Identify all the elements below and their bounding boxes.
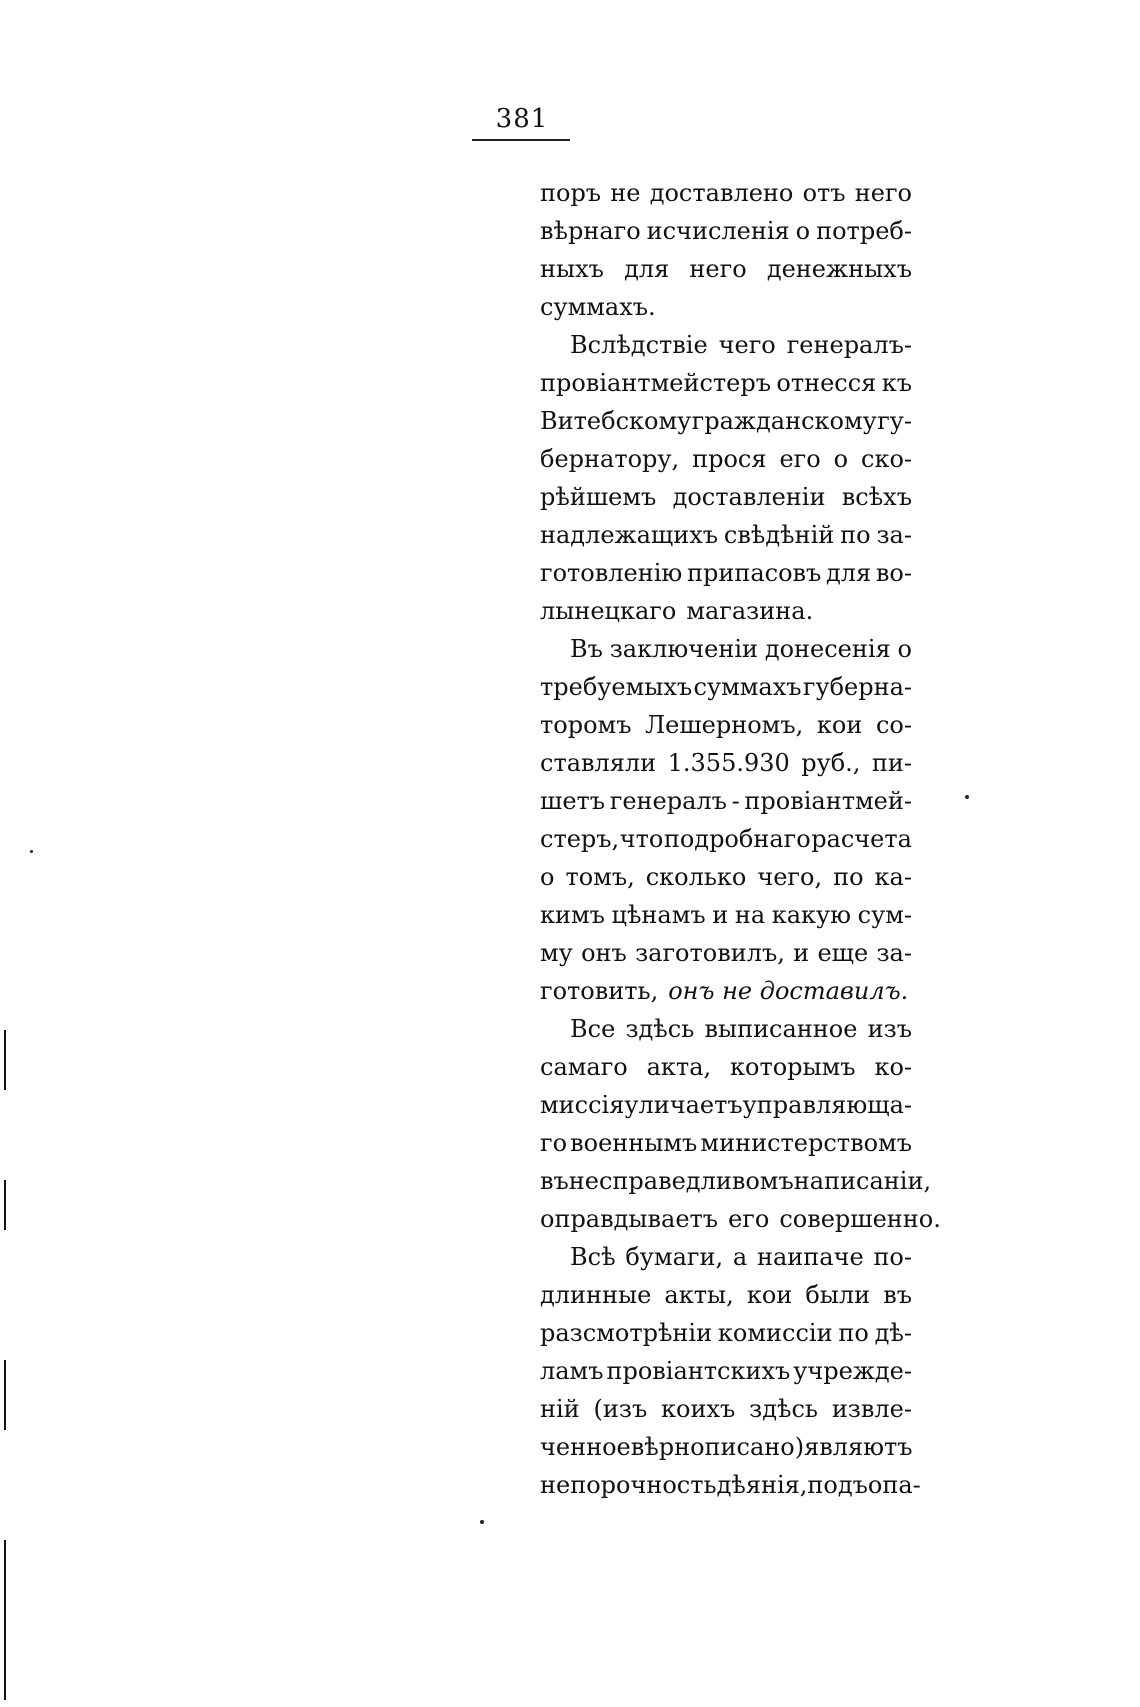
- word: му: [540, 939, 573, 967]
- word: опа-: [867, 1471, 921, 1499]
- text-line: [540, 706, 912, 744]
- word: ныхъ: [540, 255, 604, 283]
- scan-speck: [480, 1520, 484, 1524]
- word: торомъ: [540, 711, 632, 739]
- word: не: [610, 179, 641, 207]
- word: требуемыхъ: [540, 673, 693, 701]
- word: о: [540, 863, 555, 891]
- word: ламъ: [540, 1357, 604, 1385]
- text-line: [540, 630, 912, 668]
- word: еще: [817, 939, 869, 967]
- word: стеръ,: [540, 825, 620, 853]
- page-number: 381: [495, 104, 549, 134]
- word: провіантмейстеръ: [540, 369, 771, 397]
- word: томъ,: [565, 863, 635, 891]
- text-line: [540, 668, 912, 706]
- word: наипаче: [756, 1243, 864, 1271]
- word: выписанное: [704, 1015, 858, 1043]
- word: суммахъ: [693, 673, 802, 701]
- word: бернатору,: [540, 445, 680, 473]
- word: 1.355.930: [667, 749, 790, 777]
- text-line: [540, 554, 912, 592]
- text-line: [540, 1238, 912, 1276]
- text-line: [540, 250, 912, 288]
- text-line: [540, 972, 912, 1010]
- word: генералъ-: [786, 331, 912, 359]
- text-line: [540, 782, 912, 820]
- word: свѣдѣній: [723, 521, 835, 549]
- page-number-rule: [472, 139, 570, 141]
- text-line: [540, 744, 912, 782]
- word: за-: [876, 939, 912, 967]
- word: что: [619, 825, 664, 853]
- scan-edge-mark: [4, 1180, 6, 1230]
- word: потреб-: [816, 217, 912, 245]
- word: -: [731, 787, 740, 815]
- word: въ: [883, 1281, 912, 1309]
- word: и: [793, 939, 810, 967]
- scan-speck: [30, 850, 33, 853]
- scan-edge-mark: [4, 1030, 6, 1090]
- word: въ: [540, 1167, 569, 1195]
- word: денежныхъ: [766, 255, 912, 283]
- word: по: [838, 1319, 869, 1347]
- word: о: [795, 217, 811, 245]
- word: написаніи,: [793, 1167, 932, 1195]
- word: по: [840, 521, 871, 549]
- word: писано): [704, 1433, 805, 1461]
- text-line: [540, 174, 912, 212]
- word: и: [712, 901, 729, 929]
- word: его: [779, 445, 821, 473]
- word: о: [897, 635, 912, 663]
- word: для: [826, 559, 872, 587]
- word: прося: [692, 445, 767, 473]
- word: суммахъ.: [540, 293, 656, 321]
- text-line: [540, 1200, 941, 1238]
- word: непорочность: [540, 1471, 717, 1499]
- text-line: [540, 1352, 912, 1390]
- word: Лешерномъ,: [645, 711, 804, 739]
- word: заготовилъ,: [635, 939, 785, 967]
- word: дѣянія,: [716, 1471, 808, 1499]
- word: Все: [570, 1015, 616, 1043]
- word: вѣрно: [630, 1433, 705, 1461]
- word: несправедливомъ: [568, 1167, 794, 1195]
- text-line: [540, 1390, 912, 1428]
- word: Въ: [570, 635, 603, 663]
- text-line: [540, 1048, 912, 1086]
- text-line: [540, 934, 912, 972]
- text-line-italic: онъ не доставилъ.: [668, 977, 909, 1005]
- word: заключеніи: [609, 635, 758, 663]
- word: длинные: [540, 1281, 652, 1309]
- word: со-: [875, 711, 912, 739]
- word: готовленію: [540, 559, 683, 587]
- word: Всѣ: [570, 1243, 616, 1271]
- text-line: [540, 896, 912, 934]
- word: сум-: [857, 901, 912, 929]
- word: лынецкаго: [540, 597, 677, 625]
- word: уличаетъ: [624, 1091, 743, 1119]
- word: шетъ: [540, 787, 606, 815]
- word: здѣсь: [749, 1395, 818, 1423]
- word: военнымъ: [570, 1129, 698, 1157]
- word: ко-: [874, 1053, 912, 1081]
- text-line: [540, 820, 912, 858]
- word: припасовъ: [686, 559, 822, 587]
- word: разсмотрѣніи: [540, 1319, 713, 1347]
- word: самаго: [540, 1053, 628, 1081]
- word: ній: [540, 1395, 580, 1423]
- text-line: [540, 478, 912, 516]
- scan-speck: [965, 795, 969, 799]
- word: а: [732, 1243, 748, 1271]
- text-line: [540, 1124, 912, 1162]
- word: его: [728, 1205, 770, 1233]
- word: го: [540, 1129, 568, 1157]
- scan-edge-mark: [4, 1360, 6, 1430]
- word: учрежде-: [793, 1357, 912, 1385]
- text-line: [540, 516, 912, 554]
- word: него: [854, 179, 912, 207]
- word: генералъ: [609, 787, 727, 815]
- text-line: [540, 858, 912, 896]
- word: ско-: [861, 445, 912, 473]
- word: кои: [746, 1281, 793, 1309]
- text-line: [540, 1314, 912, 1352]
- word: во-: [875, 559, 912, 587]
- text-line: [540, 592, 912, 630]
- text-line: [540, 364, 912, 402]
- word: чего,: [757, 863, 823, 891]
- word: чего: [718, 331, 776, 359]
- word: отнесся: [776, 369, 877, 397]
- text-line: [540, 1428, 912, 1466]
- text-column: [540, 174, 941, 1504]
- word: Витебскому: [540, 407, 692, 435]
- word: расчета: [811, 825, 912, 853]
- word: вѣрнаго: [540, 217, 641, 245]
- word: являютъ: [804, 1433, 913, 1461]
- word: сколько: [645, 863, 747, 891]
- word: гу-: [877, 407, 912, 435]
- paragraph-4: [540, 1010, 941, 1238]
- word: губерна-: [802, 673, 912, 701]
- word: Вслѣдствіе: [570, 331, 708, 359]
- word: (изъ: [593, 1395, 648, 1423]
- word: какую: [771, 901, 852, 929]
- word: провіантскихъ: [606, 1357, 791, 1385]
- text-line: [540, 326, 912, 364]
- scan-edge-mark: [4, 1540, 6, 1700]
- word: за-: [876, 521, 912, 549]
- word: исчисленія: [646, 217, 790, 245]
- word: совершенно.: [779, 1205, 941, 1233]
- word: акта,: [646, 1053, 712, 1081]
- word: кои: [816, 711, 863, 739]
- word: подъ: [807, 1471, 868, 1499]
- word: которымъ: [730, 1053, 856, 1081]
- word: пи-: [871, 749, 912, 777]
- word: руб.,: [801, 749, 861, 777]
- word: ченное: [540, 1433, 631, 1461]
- paragraph-1: [540, 174, 912, 326]
- word: онъ: [581, 939, 627, 967]
- word: донесенія: [764, 635, 891, 663]
- word: министерствомъ: [700, 1129, 912, 1157]
- word: дѣ-: [874, 1319, 912, 1347]
- word: ка-: [874, 863, 912, 891]
- word: миссія: [540, 1091, 625, 1119]
- word: бумаги,: [625, 1243, 724, 1271]
- word: поръ: [540, 179, 602, 207]
- paragraph-5: [540, 1238, 921, 1504]
- word: комиссіи: [717, 1319, 833, 1347]
- word: всѣхъ: [841, 483, 912, 511]
- word: отъ: [802, 179, 846, 207]
- word: ставляли: [540, 749, 657, 777]
- word: коихъ: [661, 1395, 736, 1423]
- word: него: [689, 255, 747, 283]
- text-line: [540, 440, 912, 478]
- word: оправдываетъ: [540, 1205, 719, 1233]
- word: доставлено: [649, 179, 794, 207]
- text-line: [540, 1466, 921, 1504]
- text-line: [540, 402, 912, 440]
- text-line-plain: готовить,: [540, 977, 659, 1005]
- word: о: [833, 445, 849, 473]
- word: акты,: [664, 1281, 734, 1309]
- word: на: [734, 901, 766, 929]
- paragraph-3: [540, 630, 912, 1010]
- text-line: [540, 212, 912, 250]
- word: изъ: [867, 1015, 912, 1043]
- word: для: [624, 255, 670, 283]
- word: цѣнамъ: [611, 901, 706, 929]
- text-line: [540, 1276, 912, 1314]
- word: по: [833, 863, 864, 891]
- word: гражданскому: [691, 407, 877, 435]
- word: рѣйшемъ: [540, 483, 657, 511]
- word: здѣсь: [625, 1015, 695, 1043]
- word: провіантмей-: [744, 787, 912, 815]
- paragraph-2: [540, 326, 912, 630]
- word: доставленіи: [672, 483, 826, 511]
- word: магазина.: [686, 597, 814, 625]
- word: управляюща-: [742, 1091, 912, 1119]
- word: подробнаго: [663, 825, 811, 853]
- word: надлежащихъ: [540, 521, 719, 549]
- word: были: [805, 1281, 871, 1309]
- word: кимъ: [540, 901, 605, 929]
- text-line: [540, 1010, 912, 1048]
- text-line: [540, 1086, 912, 1124]
- word: къ: [881, 369, 912, 397]
- text-line: [540, 288, 912, 326]
- word: извле-: [831, 1395, 912, 1423]
- text-line: [540, 1162, 932, 1200]
- word: по-: [873, 1243, 912, 1271]
